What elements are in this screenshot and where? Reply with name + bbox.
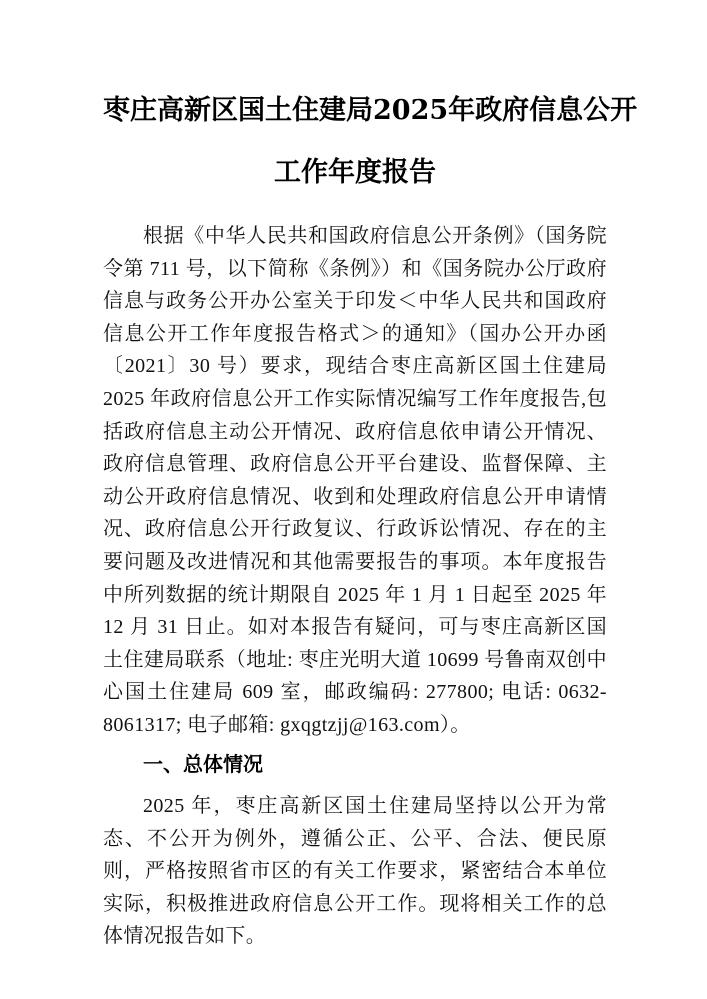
section-heading-overall-situation: 一、总体情况	[143, 753, 263, 776]
overall-situation-paragraph: 2025 年，枣庄高新区国土住建局坚持以公开为常态、不公开为例外，遵循公正、公平、合法、便民原则，严格按照省市区的有关工作要求，紧密结合本单位实际，积极推进政府信息公开工作。现将相关工作的总体情况报告如下。	[103, 795, 607, 948]
document-title-line-1: 枣庄高新区国土住建局2025年政府信息公开	[103, 95, 638, 126]
intro-paragraph: 根据《中华人民共和国政府信息公开条例》（国务院令第 711 号，以下简称《条例》）和《国务院办公厅政府信息与政务公开办公室关于印发＜中华人民共和国政府信息公开工作年度报告格式＞的通知》（国办公开办函〔2021〕30 号）要求，现结合枣庄高新区国土住建局 2025 年政府信息公开工作实际情况编写工作年度报告,包括政府信息主动公开情况、政府信息依申请公开情况、政府信息管理、政府信息公开平台建设、监督保障、主动公开政府信息情况、收到和处理政府信息公开申请情况、政府信息公开行政复议、行政诉讼情况、存在的主要问题及改进情况和其他需要报告的事项。本年度报告中所列数据的统计期限自 2025 年 1 月 1 日起至 2025 年 12 月 31 日止。如对本报告有疑问，可与枣庄高新区国土住建局联系（地址: 枣庄光明大道 10699 号鲁南双创中心国土住建局 609 室，邮政编码: 277800; 电话: 0632-8061317; 电子邮箱: gxqgtzjj@163.com）。	[103, 225, 607, 736]
document-title	[103, 80, 638, 204]
document-title-line-2: 工作年度报告	[274, 157, 436, 188]
